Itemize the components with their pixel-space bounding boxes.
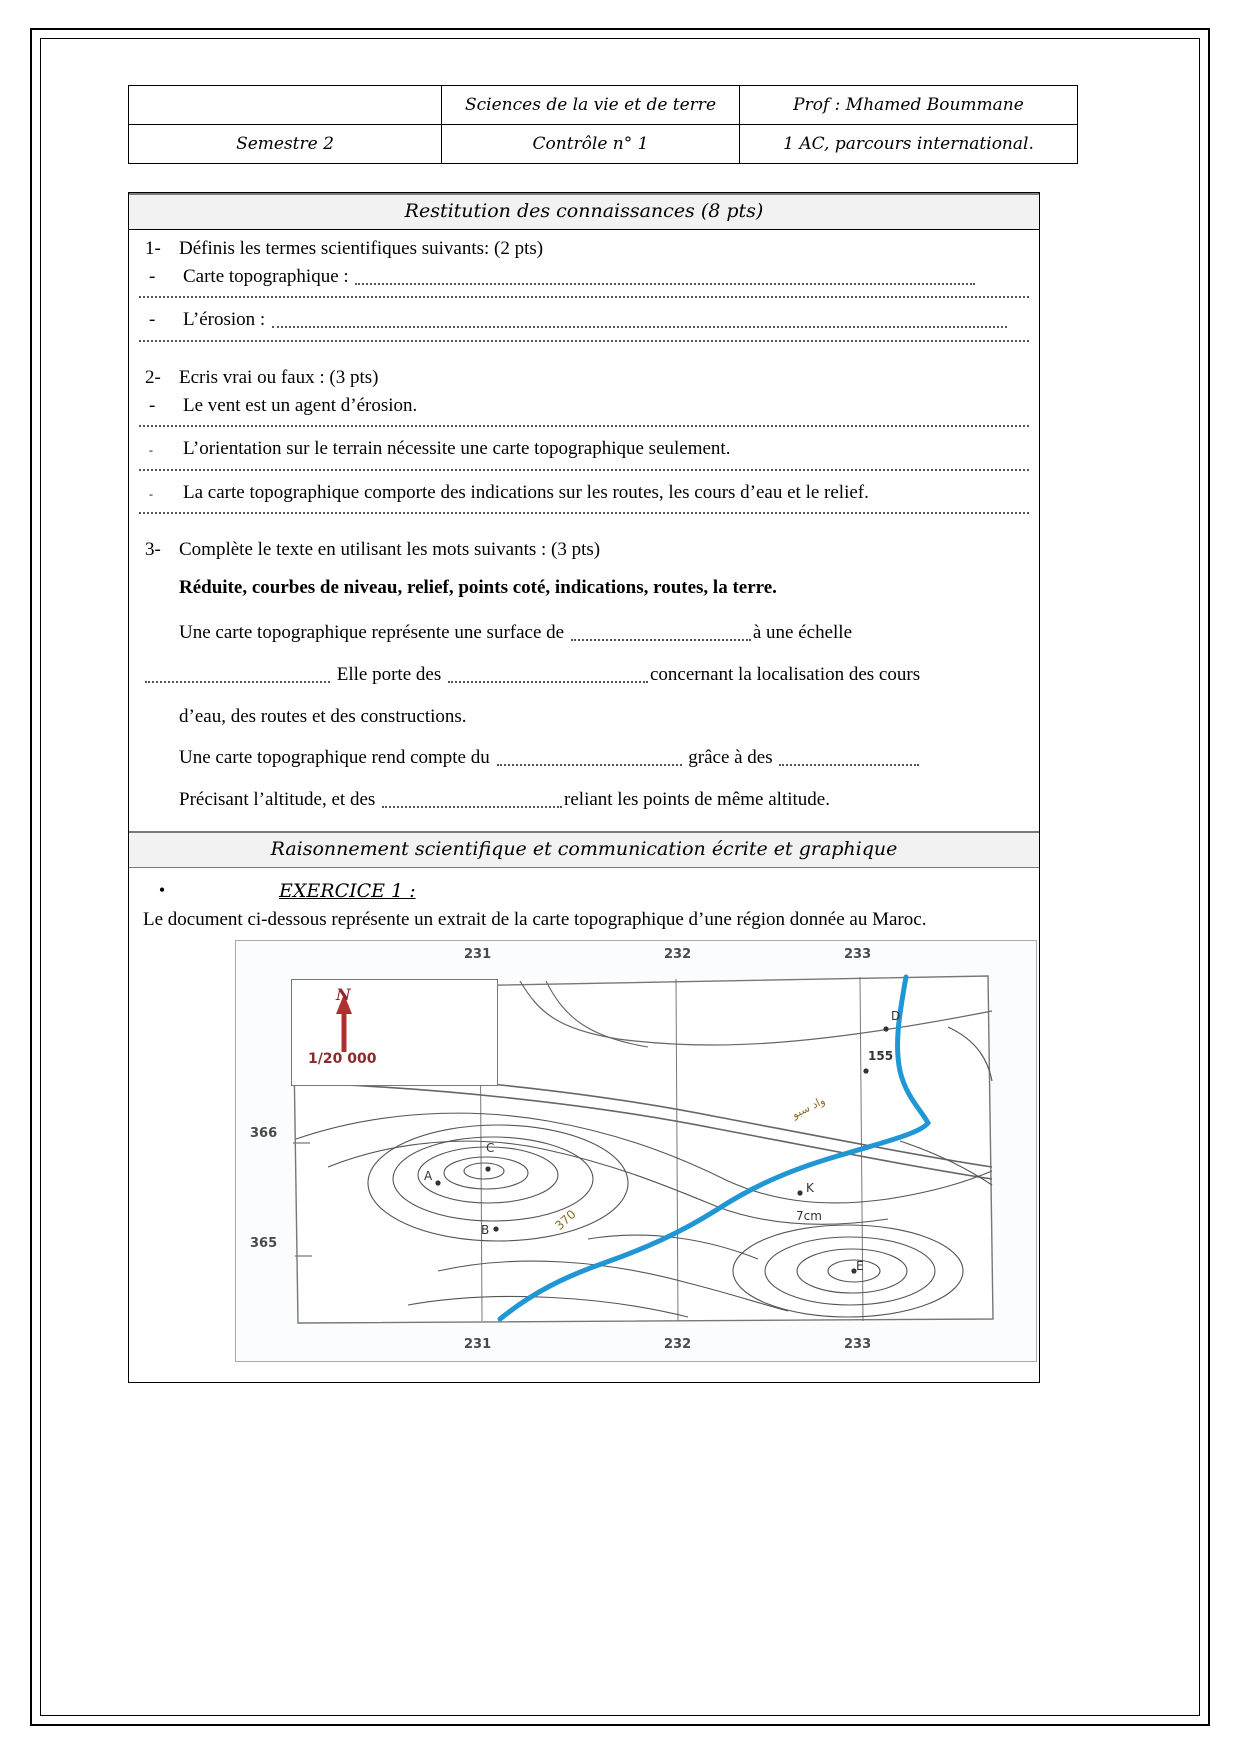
exercise-1-intro: Le document ci-dessous représente un extrait de la carte topographique d’une région donnée au Maroc.: [143, 908, 927, 930]
map-annotation-river-name: واد سبو: [789, 1094, 828, 1122]
answer-blank[interactable]: [139, 296, 1029, 298]
question-2-item-2: [139, 480, 1029, 506]
section-knowledge-body: [129, 230, 1039, 831]
answer-blank[interactable]: [139, 469, 1029, 471]
exam-body-box: [128, 192, 1040, 1383]
question-3-word-bank: Réduite, courbes de niveau, relief, points coté, indications, routes, la terre.: [179, 577, 777, 599]
question-3-text: Complète le texte en utilisant les mots suivants : (3 pts): [179, 539, 601, 561]
section-band-reasoning: Raisonnement scientifique et communication écrite et graphique: [129, 831, 1039, 868]
question-2-item-0: [139, 393, 1029, 419]
question-2-text: Ecris vrai ou faux : (3 pts): [179, 366, 379, 388]
question-2-item-1: [139, 436, 1029, 462]
map-x-label-top-1: 232: [664, 947, 692, 963]
list-dash: -: [149, 309, 156, 331]
topographic-map-figure: [235, 940, 1037, 1362]
fill-line-2: d’eau, des routes et des constructions.: [179, 705, 467, 727]
fill-line-0-pre: Une carte topographique représente une surface de: [179, 622, 569, 644]
question-2: [139, 365, 1029, 391]
map-x-label-bottom-1: 232: [664, 1337, 692, 1353]
question-2-item-2-label: La carte topographique comporte des indications sur les routes, les cours d’eau et le relief.: [183, 481, 869, 503]
question-1-item-0: [139, 264, 1029, 290]
north-arrow-icon: [292, 980, 495, 1083]
answer-blank[interactable]: [139, 425, 1029, 427]
fill-line-4-pre: Précisant l’altitude, et des: [179, 788, 381, 810]
map-x-label-top-0: 231: [464, 947, 492, 963]
map-annotation-contour-value: 370: [552, 1207, 579, 1233]
spacer: [139, 351, 1029, 365]
map-point-label-A: A: [424, 1169, 433, 1184]
list-dash: -: [149, 394, 156, 416]
list-dash: -: [149, 265, 156, 287]
map-point-label-D: D: [891, 1009, 901, 1024]
header-cell-test-number: Contrôle n° 1: [442, 125, 740, 164]
question-1-item-0-label: Carte topographique :: [183, 265, 349, 287]
question-1: [139, 236, 1029, 262]
fill-line-1-post: concernant la localisation des cours: [649, 663, 921, 685]
answer-blank[interactable]: [139, 340, 1029, 342]
table-row: [129, 125, 1078, 164]
answer-blank[interactable]: [145, 668, 330, 683]
spacer: [139, 523, 1029, 537]
header-cell-teacher: Prof : Mhamed Boummane: [740, 86, 1078, 125]
answer-blank[interactable]: [779, 751, 919, 766]
header-cell-empty: [129, 86, 442, 125]
question-2-item-1-label: L’orientation sur le terrain nécessite une carte topographique seulement.: [183, 438, 731, 460]
map-y-label-0: 366: [250, 1126, 278, 1142]
map-scale-label: 1/20 000: [308, 1051, 377, 1068]
map-annotation-distance: 7cm: [796, 1209, 822, 1224]
fill-line-1: [139, 663, 1029, 688]
question-2-item-0-label: Le vent est un agent d’érosion.: [183, 394, 418, 416]
map-point-label-K: K: [806, 1181, 814, 1196]
list-dash: -: [149, 443, 153, 458]
exam-header-table: [128, 85, 1078, 164]
map-legend-box: [291, 979, 498, 1086]
answer-blank[interactable]: [355, 270, 975, 285]
map-point-label-C: C: [486, 1141, 495, 1156]
question-1-text: Définis les termes scientifiques suivants: (2 pts): [179, 238, 544, 259]
map-point-label-E: E: [856, 1259, 864, 1274]
answer-blank[interactable]: [272, 313, 1007, 328]
fill-line-3-pre: Une carte topographique rend compte du: [179, 747, 495, 769]
map-point-label-B: B: [481, 1223, 490, 1238]
question-1-item-1-label: L’érosion :: [183, 309, 266, 331]
question-1-item-1: [139, 307, 1029, 333]
question-1-number: 1-: [145, 238, 161, 259]
answer-blank[interactable]: [382, 793, 562, 808]
list-dash: -: [149, 486, 153, 501]
question-3-number: 3-: [145, 539, 161, 561]
map-x-label-bottom-2: 233: [844, 1337, 872, 1353]
map-point-label-155: 155: [868, 1049, 894, 1064]
question-3: [139, 537, 1029, 563]
map-x-label-top-2: 233: [844, 947, 872, 963]
page-content: [128, 85, 1040, 1383]
fill-line-0: [179, 621, 1029, 646]
exercise-1-heading: [139, 880, 1029, 902]
map-x-label-bottom-0: 231: [464, 1337, 492, 1353]
answer-blank[interactable]: [497, 751, 682, 766]
table-row: [129, 86, 1078, 125]
bullet-icon: •: [158, 879, 166, 900]
answer-blank[interactable]: [139, 512, 1029, 514]
fill-line-4-post: reliant les points de même altitude.: [564, 788, 830, 810]
north-letter-label: N: [336, 985, 351, 1005]
header-cell-class: 1 AC, parcours international.: [740, 125, 1078, 164]
header-cell-semester: Semestre 2: [129, 125, 442, 164]
fill-line-3-mid: grâce à des: [683, 747, 778, 769]
question-2-number: 2-: [145, 366, 161, 388]
header-cell-subject: Sciences de la vie et de terre: [442, 86, 740, 125]
answer-blank[interactable]: [448, 668, 648, 683]
fill-line-4: [179, 788, 1029, 813]
fill-line-0-post: à une échelle: [752, 622, 852, 644]
section-reasoning-body: [129, 868, 1039, 1383]
map-y-label-1: 365: [250, 1236, 278, 1252]
answer-blank[interactable]: [571, 626, 751, 641]
exercise-1-title: EXERCICE 1 :: [279, 879, 416, 902]
fill-line-3: [179, 746, 1029, 771]
section-band-knowledge: Restitution des connaissances (8 pts): [129, 193, 1039, 230]
fill-line-1-mid: Elle porte des: [332, 663, 446, 685]
